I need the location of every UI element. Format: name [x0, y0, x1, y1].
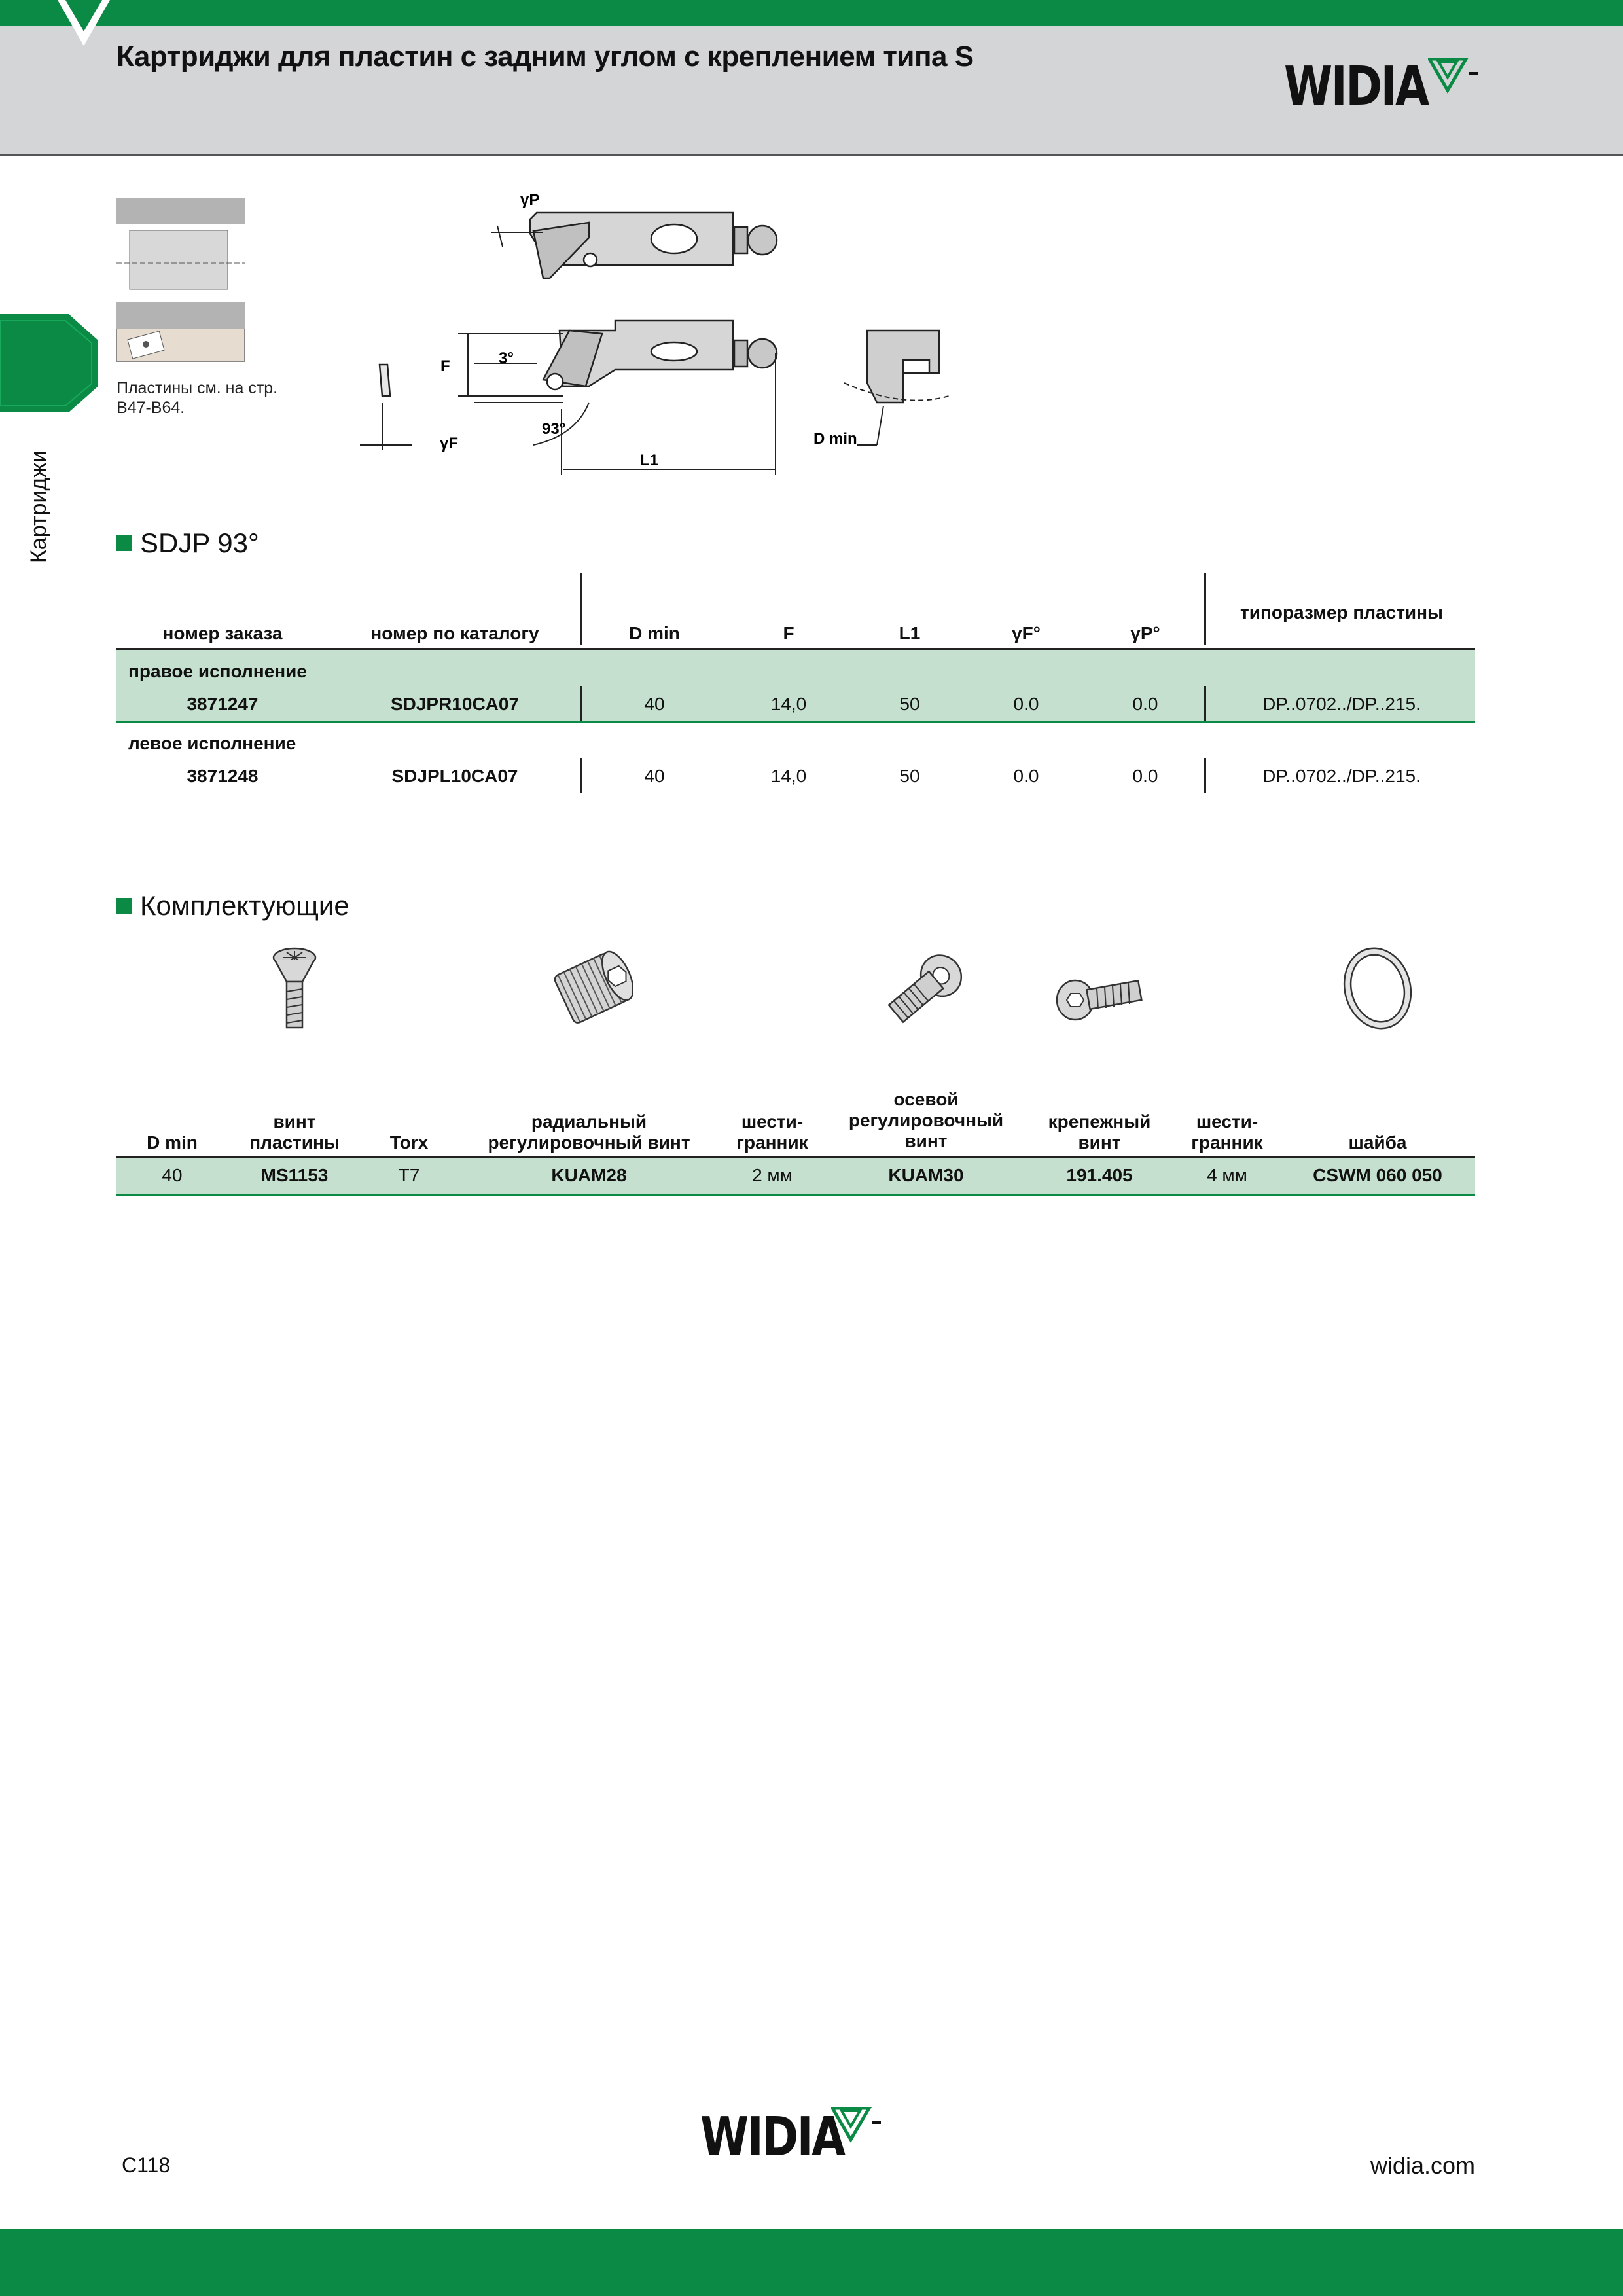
section-bullet-icon — [116, 535, 132, 551]
table-cell-insert-screw: MS1153 — [260, 1165, 329, 1185]
logo-text: WIDIA — [700, 2106, 844, 2168]
top-accent-bar — [0, 0, 1623, 26]
col-gamma-p: γP° — [1130, 623, 1160, 643]
table-cell-insert: DP..0702../DP..215. — [1262, 694, 1421, 714]
footer-accent-bar — [0, 2229, 1623, 2296]
table-cell-gamma-p: 0.0 — [1132, 766, 1158, 786]
table-cell-torx: T7 — [398, 1165, 420, 1185]
website-link[interactable]: widia.com — [1370, 2152, 1475, 2179]
col-order-number: номер заказа — [162, 623, 283, 643]
section-sdjp-title: SDJP 93° — [116, 528, 259, 559]
insert-screw-icon — [268, 946, 321, 1031]
table-cell-clamping-screw: 191.405 — [1066, 1165, 1133, 1185]
boring-bar-thumbnail — [116, 198, 247, 363]
table-divider — [580, 758, 582, 793]
col-insert-screw: винт пластины — [249, 1111, 340, 1153]
group-label-right: правое исполнение — [128, 661, 307, 681]
col-radial-adjust-screw: радиальный регулировочный винт — [488, 1111, 690, 1153]
table-cell-l1: 50 — [899, 694, 920, 714]
col-l1: L1 — [899, 623, 921, 643]
axial-adjust-screw-icon — [880, 946, 972, 1031]
logo-text: WIDIA — [1284, 56, 1428, 118]
widia-logo-header — [1284, 56, 1459, 118]
f-dimension-label: F — [440, 357, 450, 375]
logo-triangles-icon — [831, 2107, 883, 2147]
table-cell-hex-key-1: 2 мм — [752, 1165, 793, 1185]
l1-dimension-label: L1 — [640, 452, 659, 469]
table-cell-f: 14,0 — [770, 694, 807, 714]
col-d-min: D min — [629, 623, 680, 643]
table-divider — [580, 686, 582, 721]
angle-93-label: 93° — [542, 420, 566, 438]
table-divider — [580, 573, 582, 645]
side-section-label: Картриджи — [26, 450, 51, 563]
washer-icon — [1335, 942, 1420, 1034]
table-cell-axial-screw: KUAM30 — [888, 1165, 964, 1185]
table-cell-insert: DP..0702../DP..215. — [1262, 766, 1421, 786]
col-gamma-f: γF° — [1012, 623, 1041, 643]
table-cell-d-min: 40 — [162, 1165, 183, 1185]
side-tab-marker — [0, 314, 98, 412]
page-number: C118 — [122, 2153, 171, 2177]
col-hex-key-1: шести- гранник — [736, 1111, 808, 1153]
table-cell-gamma-f: 0.0 — [1013, 766, 1039, 786]
inserts-reference-note: Пластины см. на стр. B47-B64. — [116, 379, 278, 417]
header-corner-mark — [58, 0, 116, 52]
clamping-screw-icon — [1052, 969, 1144, 1028]
gamma-f-label: γF — [440, 435, 459, 452]
group-label-left: левое исполнение — [128, 733, 296, 753]
table-cell-gamma-f: 0.0 — [1013, 694, 1039, 714]
col-torx: Torx — [389, 1132, 429, 1153]
col-catalog-number: номер по каталогу — [370, 623, 539, 643]
widia-logo-footer — [700, 2106, 876, 2168]
col-hex-key-2: шести- гранник — [1191, 1111, 1263, 1153]
col-insert-size: типоразмер пластины — [1240, 602, 1443, 622]
col-clamping-screw: крепежный винт — [1048, 1111, 1151, 1153]
d-min-dimension-label: D min — [813, 430, 857, 448]
table-cell-hex-key-2: 4 мм — [1207, 1165, 1247, 1185]
col-washer: шайба — [1348, 1132, 1407, 1153]
table-cell-f: 14,0 — [770, 766, 807, 786]
angle-3-label: 3° — [499, 350, 514, 367]
col-f: F — [783, 623, 794, 643]
table-cell-catalog: SDJPR10CA07 — [390, 694, 520, 714]
table-row-rule — [116, 1194, 1475, 1196]
table-cell-order: 3871248 — [187, 766, 259, 786]
table-cell-d-min: 40 — [644, 766, 665, 786]
gamma-p-label: γP — [520, 191, 540, 209]
table-cell-order: 3871247 — [187, 694, 259, 714]
col-axial-adjust-screw: осевой регулировочный винт — [848, 1089, 1004, 1151]
section-bullet-icon — [116, 898, 132, 914]
logo-triangles-icon — [1428, 58, 1480, 98]
table-cell-washer: CSWM 060 050 — [1313, 1165, 1442, 1185]
cartridge-technical-drawing — [327, 187, 982, 488]
page-title: Картриджи для пластин с задним углом с креплением типа S — [116, 41, 974, 73]
radial-adjust-screw-icon — [548, 946, 633, 1031]
table-cell-gamma-p: 0.0 — [1132, 694, 1158, 714]
table-cell-radial-screw: KUAM28 — [551, 1165, 627, 1185]
table-cell-d-min: 40 — [644, 694, 665, 714]
table-cell-catalog: SDJPL10CA07 — [391, 766, 518, 786]
table-cell-l1: 50 — [899, 766, 920, 786]
table-group-rule — [116, 721, 1475, 723]
section-accessories-title: Комплектующие — [116, 890, 349, 922]
col-d-min: D min — [147, 1132, 198, 1153]
